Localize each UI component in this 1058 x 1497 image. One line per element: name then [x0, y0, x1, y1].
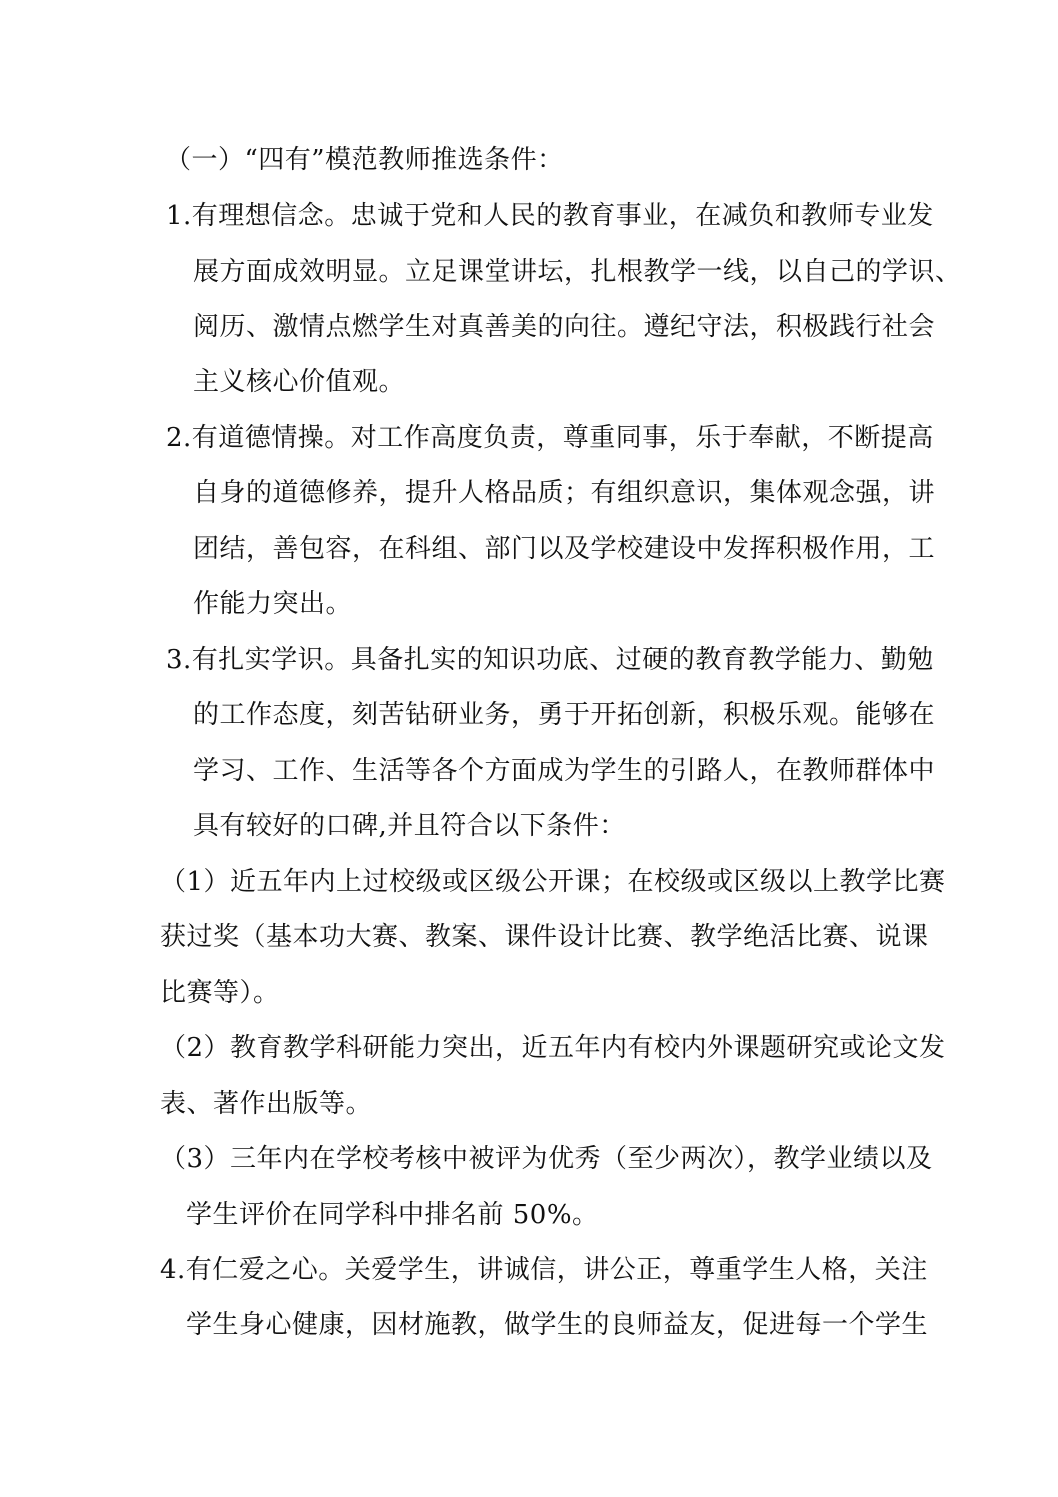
paragraph-line: 学习、工作、生活等各个方面成为学生的引路人，在教师群体中 [193, 756, 936, 786]
paragraph-line: 团结，善包容，在科组、部门以及学校建设中发挥积极作用，工 [193, 534, 936, 564]
paragraph-line: 2.有道德情操。对工作高度负责，尊重同事，乐于奉献，不断提高 [166, 423, 934, 453]
paragraph-line: 比赛等）。 [160, 978, 280, 1008]
paragraph-line: 学生评价在同学科中排名前 50%。 [186, 1200, 599, 1230]
paragraph-line: 自身的道德修养，提升人格品质；有组织意识，集体观念强，讲 [193, 478, 936, 508]
paragraph-line: 4.有仁爱之心。关爱学生，讲诚信，讲公正，尊重学生人格，关注 [160, 1255, 928, 1285]
paragraph-line: （1）近五年内上过校级或区级公开课；在校级或区级以上教学比赛 [160, 867, 946, 897]
section-heading: （一）“四有”模范教师推选条件： [165, 145, 564, 175]
paragraph-line: （2）教育教学科研能力突出，近五年内有校内外课题研究或论文发 [160, 1033, 946, 1063]
paragraph-line: 作能力突出。 [193, 589, 353, 619]
paragraph-line: 阅历、激情点燃学生对真善美的向往。遵纪守法，积极践行社会 [193, 312, 936, 342]
paragraph-line: 主义核心价值观。 [193, 367, 406, 397]
paragraph-line: 表、著作出版等。 [160, 1089, 373, 1119]
paragraph-line: 1.有理想信念。忠诚于党和人民的教育事业，在减负和教师专业发 [166, 201, 934, 231]
paragraph-line: 的工作态度，刻苦钻研业务，勇于开拓创新，积极乐观。能够在 [193, 700, 936, 730]
paragraph-line: 具有较好的口碑,并且符合以下条件： [193, 811, 626, 841]
paragraph-line: 展方面成效明显。立足课堂讲坛，扎根教学一线，以自己的学识、 [193, 257, 962, 287]
paragraph-line: （3）三年内在学校考核中被评为优秀（至少两次），教学业绩以及 [160, 1144, 933, 1174]
paragraph-line: 3.有扎实学识。具备扎实的知识功底、过硬的教育教学能力、勤勉 [166, 645, 934, 675]
paragraph-line: 获过奖（基本功大赛、教案、课件设计比赛、教学绝活比赛、说课 [160, 922, 929, 952]
paragraph-line: 学生身心健康，因材施教，做学生的良师益友，促进每一个学生 [186, 1310, 929, 1340]
